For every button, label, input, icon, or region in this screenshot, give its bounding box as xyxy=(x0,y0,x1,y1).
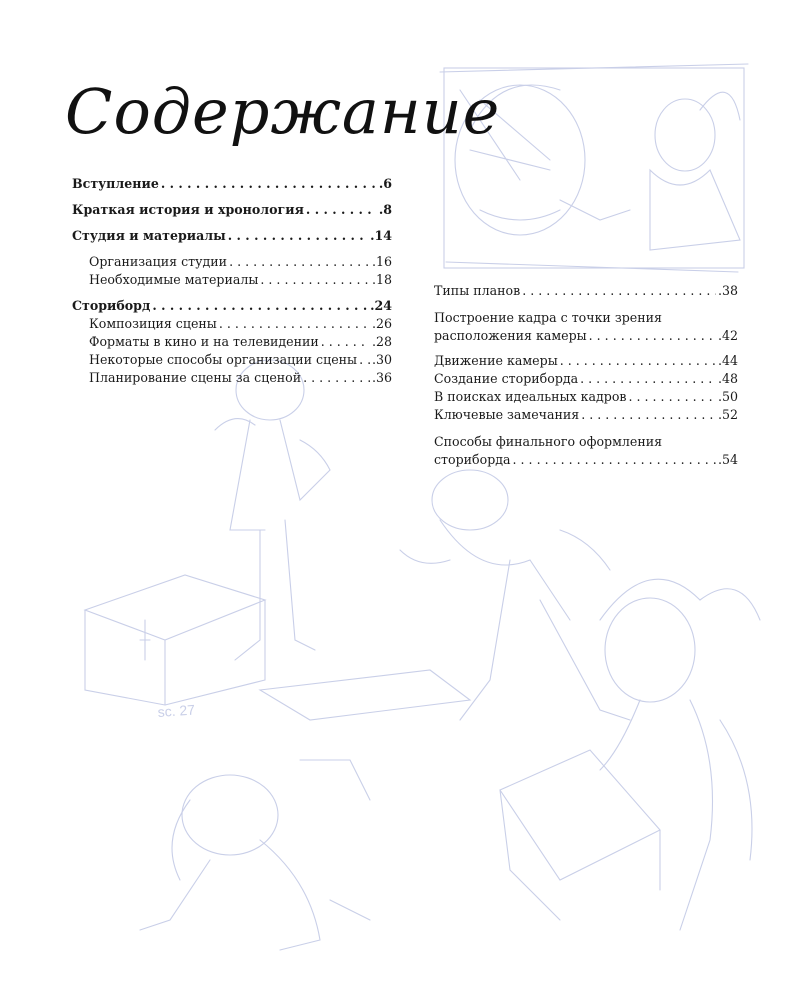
toc-entry[interactable] xyxy=(72,227,392,245)
dot-leader xyxy=(161,175,377,193)
leaning-character-sketch xyxy=(400,470,630,720)
scene-number-annotation: sc. 27 xyxy=(157,701,196,720)
toc-page-number: .28 xyxy=(371,334,392,349)
toc-entry-label: В поисках идеальных кадров xyxy=(434,389,627,404)
toc-entry-label: Краткая история и хронология xyxy=(72,202,304,217)
dot-leader xyxy=(581,406,716,424)
toc-page-number: .8 xyxy=(378,202,392,217)
dot-leader xyxy=(560,352,716,370)
toc-page-number: .24 xyxy=(370,298,392,313)
dot-leader xyxy=(306,201,377,219)
toc-entry[interactable] xyxy=(434,326,738,344)
dot-leader xyxy=(228,227,368,245)
dot-leader xyxy=(629,388,716,406)
toc-entry-label: Создание сториборда xyxy=(434,371,579,386)
toc-entry[interactable] xyxy=(72,369,392,387)
toc-entry[interactable] xyxy=(72,253,392,271)
toc-entry-label: Планирование сцены за сценой xyxy=(89,370,302,385)
toc-page-number: .54 xyxy=(717,452,738,467)
toc-entry[interactable] xyxy=(434,406,738,424)
toc-entry-line xyxy=(434,308,738,326)
toc-page-number: .42 xyxy=(717,328,738,343)
toc-page-number: .16 xyxy=(371,254,392,269)
dot-leader xyxy=(580,370,716,388)
toc-entry-label: Построение кадра с точки зрения xyxy=(434,310,662,325)
toc-right-column xyxy=(434,282,738,468)
toc-entry-label: Движение камеры xyxy=(434,353,558,368)
dot-leader xyxy=(219,315,370,333)
toc-page-number: .26 xyxy=(371,316,392,331)
toc-entry-line xyxy=(434,432,738,450)
toc-page-number: .38 xyxy=(717,283,738,298)
toc-entry-label: Композиция сцены xyxy=(89,316,217,331)
dot-leader xyxy=(359,351,370,369)
toc-entry[interactable] xyxy=(72,201,392,219)
dot-leader xyxy=(152,297,368,315)
toc-page-number: .44 xyxy=(717,353,738,368)
toc-entry[interactable] xyxy=(72,333,392,351)
toc-page-number: .52 xyxy=(717,407,738,422)
dot-leader xyxy=(303,369,370,387)
toc-entry-label: Форматы в кино и на телевидении xyxy=(89,334,319,349)
toc-page-number: .6 xyxy=(378,176,392,191)
dot-leader xyxy=(589,326,716,345)
toc-entry-label: Некоторые способы организации сцены xyxy=(89,352,358,367)
toc-entry[interactable] xyxy=(434,282,738,300)
toc-entry[interactable] xyxy=(434,450,738,468)
toc-entry-label: Студия и материалы xyxy=(72,228,226,243)
toc-page-number: .14 xyxy=(370,228,392,243)
page-title: Содержание xyxy=(65,75,501,148)
toc-entry-label: Организация студии xyxy=(89,254,228,269)
toc-entry-label: Вступление xyxy=(72,176,159,191)
girl-pushing-box-sketch xyxy=(500,579,760,930)
toc-entry[interactable] xyxy=(434,388,738,406)
toc-entry[interactable] xyxy=(72,351,392,369)
toc-entry[interactable] xyxy=(72,271,392,289)
toc-page-number: .48 xyxy=(717,371,738,386)
dot-leader xyxy=(522,282,716,300)
walking-character-sketch xyxy=(215,360,330,660)
crouching-character-sketch xyxy=(140,760,370,950)
toc-entry-label: Способы финального оформления xyxy=(434,434,663,449)
toc-left-column xyxy=(72,175,392,387)
toc-entry-label: Типы планов xyxy=(434,283,521,298)
toc-entry[interactable] xyxy=(434,352,738,370)
dot-leader xyxy=(321,333,370,351)
toc-page-number: .36 xyxy=(371,370,392,385)
toc-entry[interactable] xyxy=(72,297,392,315)
toc-page-number: .30 xyxy=(371,352,392,367)
toc-entry-label: расположения камеры xyxy=(434,328,587,343)
box-sketch xyxy=(85,575,470,720)
dot-leader xyxy=(229,253,370,271)
toc-entry-label: Необходимые материалы xyxy=(89,272,259,287)
toc-entry[interactable] xyxy=(434,370,738,388)
toc-entry[interactable] xyxy=(72,175,392,193)
dot-leader xyxy=(260,271,370,289)
dot-leader xyxy=(513,450,716,469)
toc-entry-label: сториборда xyxy=(434,452,511,467)
toc-entry[interactable] xyxy=(72,315,392,333)
toc-page-number: .50 xyxy=(717,389,738,404)
toc-entry-label: Сториборд xyxy=(72,298,151,313)
toc-entry-label: Ключевые замечания xyxy=(434,407,580,422)
toc-page-number: .18 xyxy=(371,272,392,287)
